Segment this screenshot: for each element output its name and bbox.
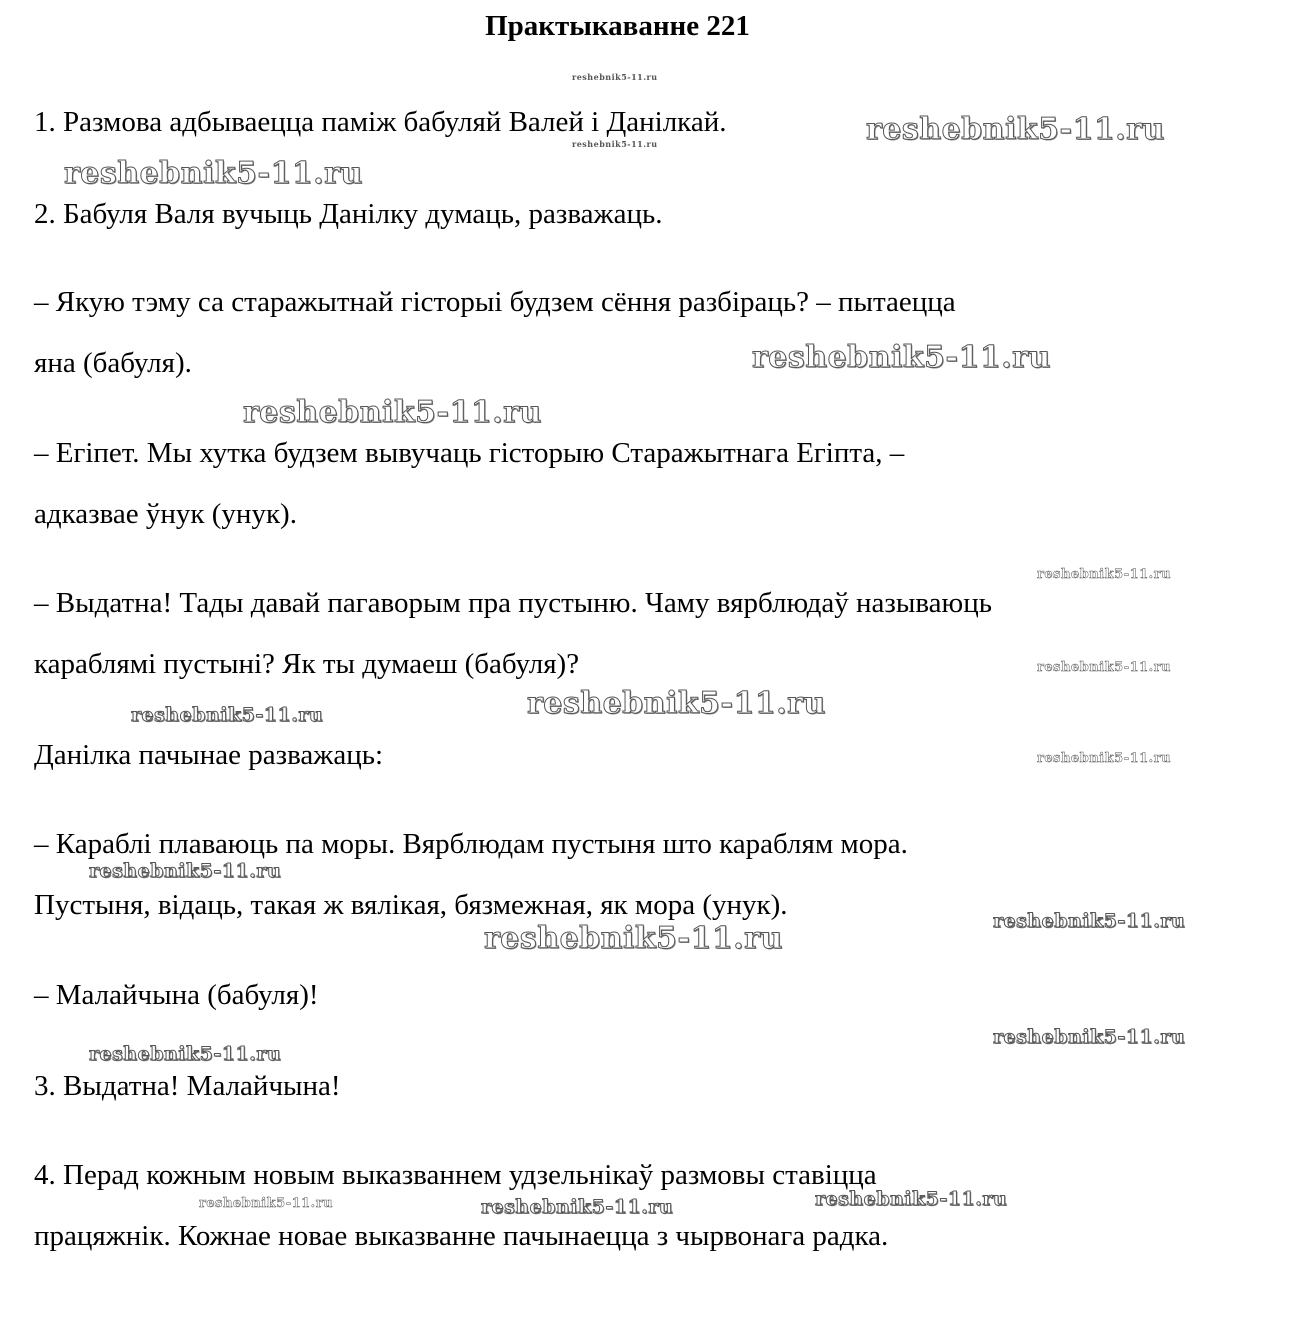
- text-line-9: Данілка пачынае разважаць:: [34, 739, 384, 771]
- watermark: reshebnik5-11.ru: [1037, 660, 1172, 675]
- text-line-10: – Караблі плаваюць па моры. Вярблюдам пустыня што караблям мора.: [34, 828, 908, 860]
- watermark: reshebnik5-11.ru: [572, 72, 658, 82]
- watermark: reshebnik5-11.ru: [484, 921, 783, 956]
- watermark: reshebnik5-11.ru: [866, 112, 1165, 147]
- watermark: reshebnik5-11.ru: [993, 1026, 1186, 1048]
- watermark: reshebnik5-11.ru: [89, 1043, 282, 1065]
- watermark: reshebnik5-11.ru: [64, 156, 363, 191]
- watermark: reshebnik5-11.ru: [1037, 751, 1172, 766]
- text-line-7: – Выдатна! Тады давай пагаворым пра пустыню. Чаму вярблюдаў называюць: [34, 587, 992, 619]
- watermark: reshebnik5-11.ru: [993, 910, 1186, 932]
- text-line-2: 2. Бабуля Валя вучыць Данілку думаць, разважаць.: [34, 198, 663, 230]
- text-line-3: – Якую тэму са старажытнай гісторыі будзем сёння разбіраць? – пытаецца: [34, 286, 956, 318]
- watermark: reshebnik5-11.ru: [1037, 567, 1172, 582]
- page-title: Практыкаванне 221: [485, 10, 750, 42]
- text-line-11: Пустыня, відаць, такая ж вялікая, бязмежная, як мора (унук).: [34, 889, 788, 921]
- watermark: reshebnik5-11.ru: [572, 139, 658, 149]
- watermark: reshebnik5-11.ru: [481, 1196, 674, 1218]
- text-line-6: адказвае ўнук (унук).: [34, 498, 297, 530]
- watermark: reshebnik5-11.ru: [243, 395, 542, 430]
- text-line-13: 3. Выдатна! Малайчына!: [34, 1070, 341, 1102]
- text-line-15: працяжнік. Кожнае новае выказванне пачынаецца з чырвонага радка.: [34, 1220, 889, 1252]
- text-line-12: – Малайчына (бабуля)!: [34, 979, 319, 1011]
- text-line-5: – Егіпет. Мы хутка будзем вывучаць гісторыю Старажытнага Егіпта, –: [34, 437, 905, 469]
- watermark: reshebnik5-11.ru: [752, 340, 1051, 375]
- text-line-14: 4. Перад кожным новым выказваннем удзельнікаў размовы ставіцца: [34, 1159, 877, 1191]
- watermark: reshebnik5-11.ru: [89, 860, 282, 882]
- watermark: reshebnik5-11.ru: [815, 1188, 1008, 1210]
- watermark: reshebnik5-11.ru: [527, 686, 826, 721]
- watermark: reshebnik5-11.ru: [199, 1196, 334, 1211]
- text-line-4: яна (бабуля).: [34, 347, 192, 379]
- text-line-1: 1. Размова адбываецца паміж бабуляй Валей і Данілкай.: [34, 106, 727, 138]
- text-line-8: караблямі пустыні? Як ты думаеш (бабуля)?: [34, 648, 580, 680]
- watermark: reshebnik5-11.ru: [131, 704, 324, 726]
